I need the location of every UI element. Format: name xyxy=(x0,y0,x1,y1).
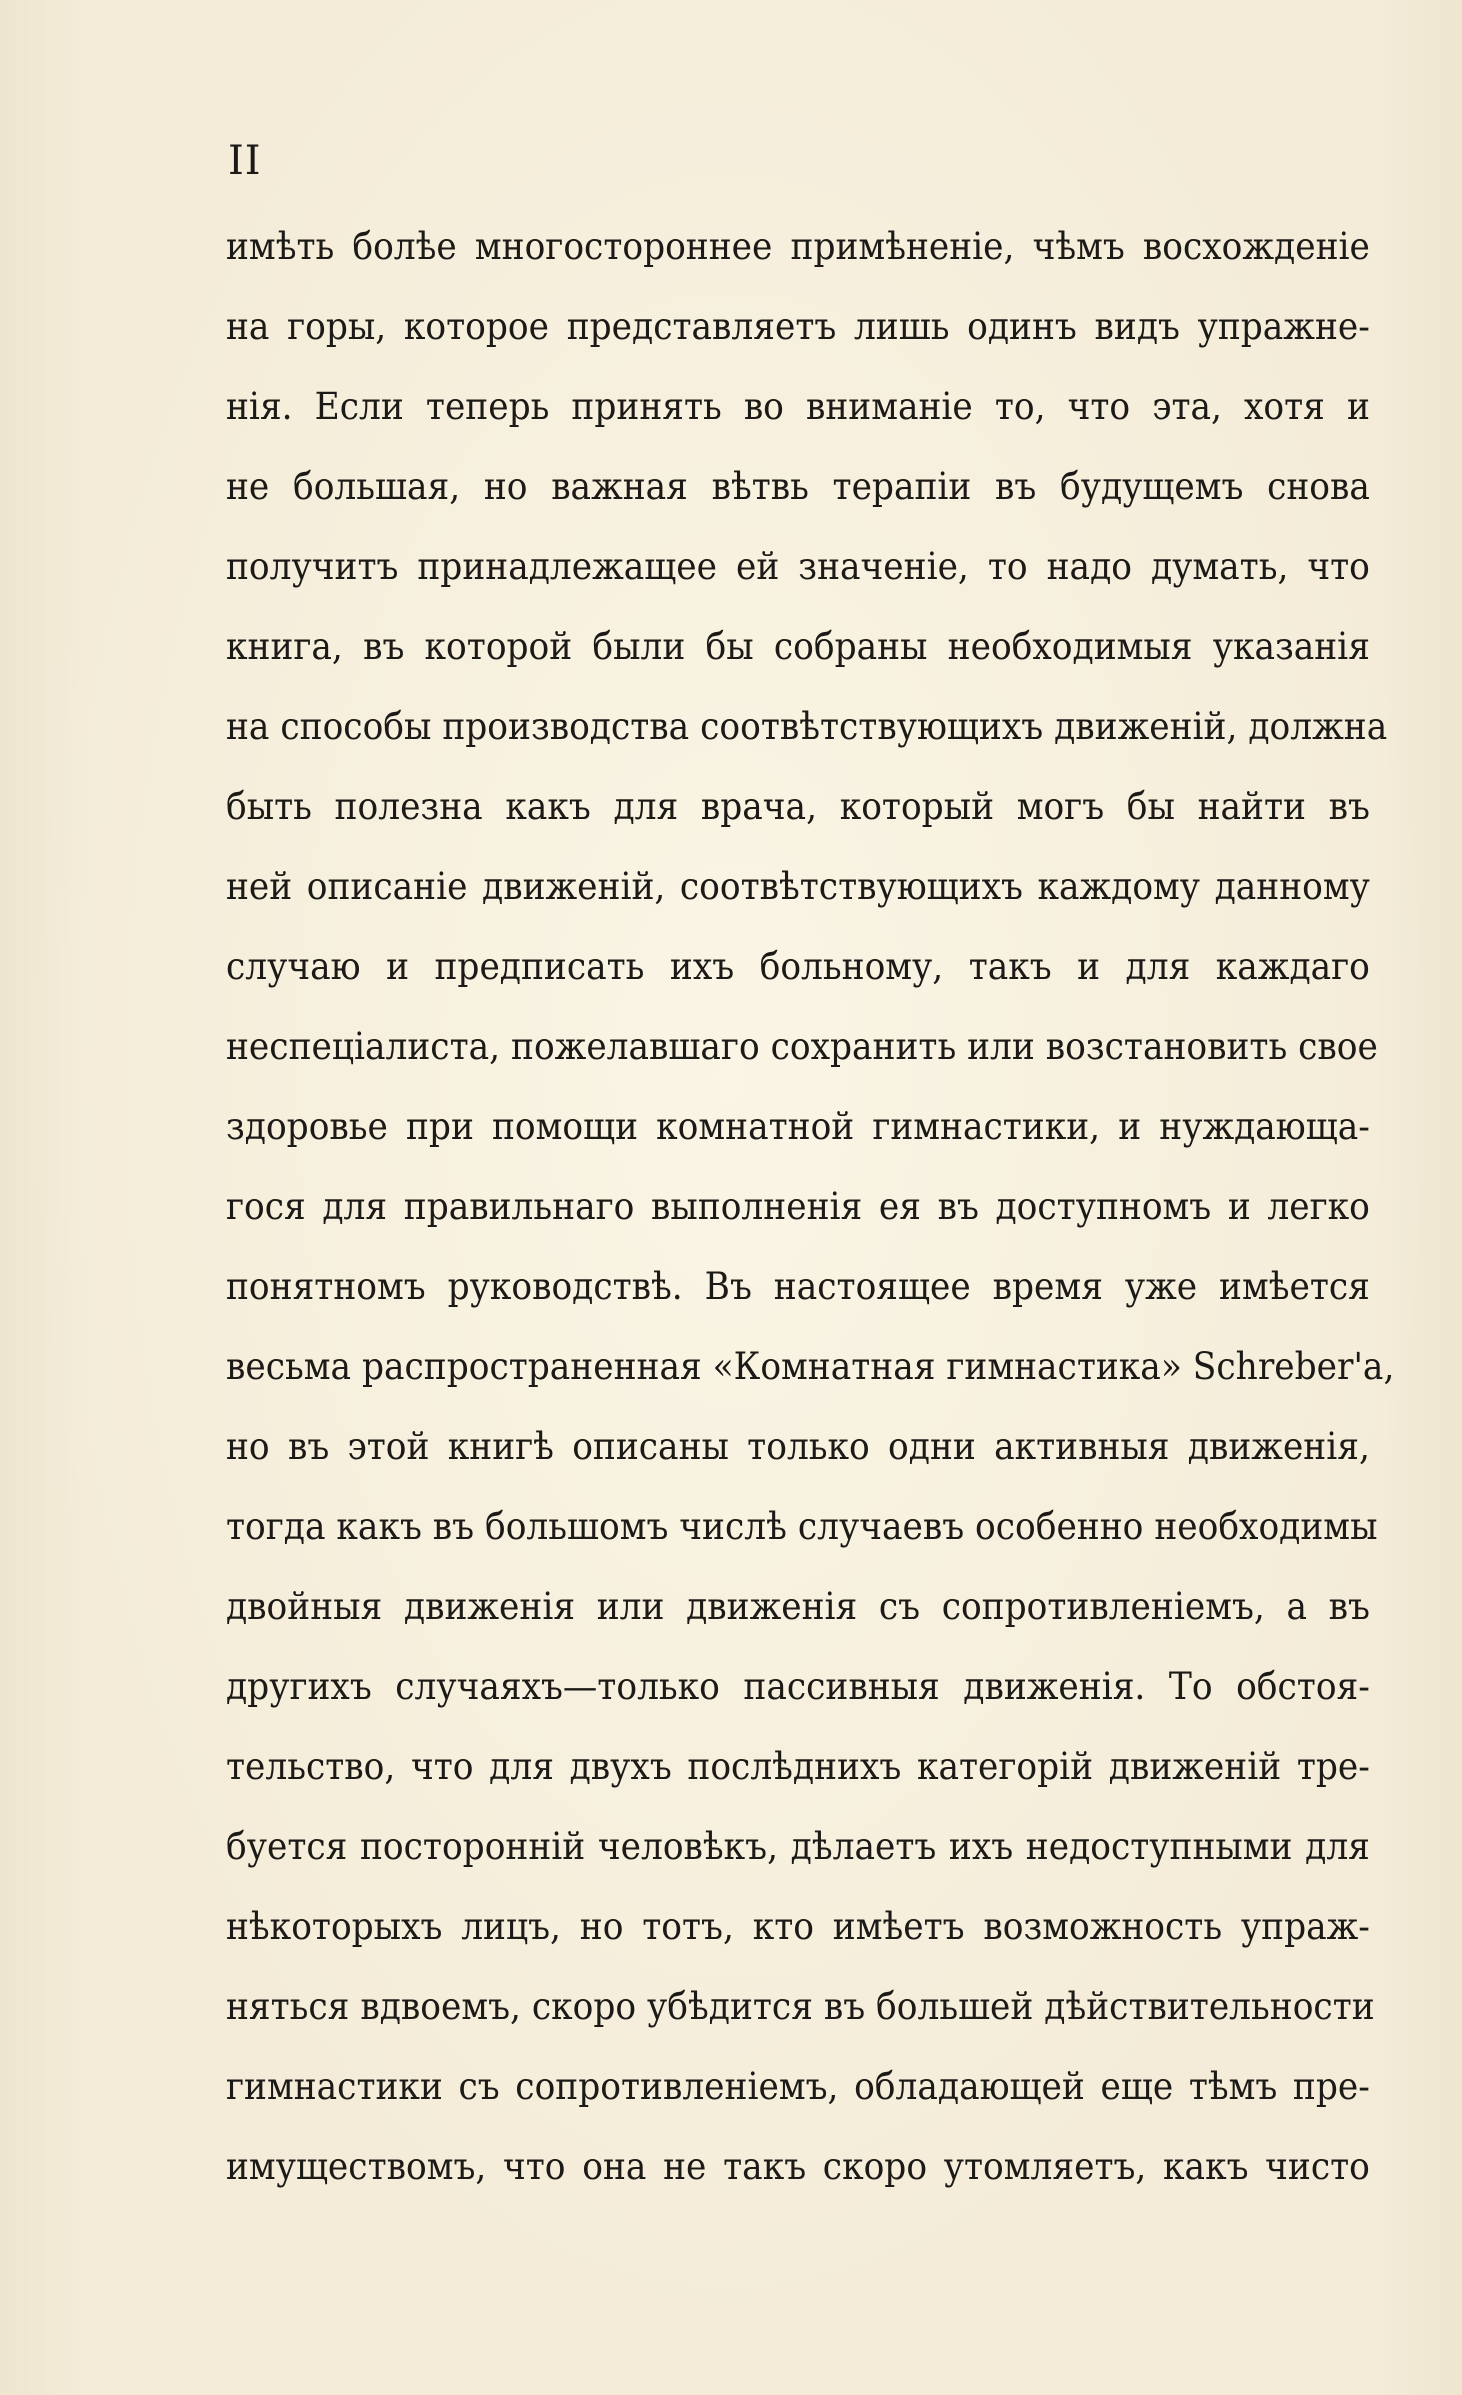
text-line: буется посторонній человѣкъ, дѣлаетъ ихъ недоступными для xyxy=(226,1825,1370,1868)
text-line: тогда какъ въ большомъ числѣ случаевъ особенно необходимы xyxy=(226,1505,1378,1548)
text-line: двойныя движенія или движенія съ сопротивленіемъ, а въ xyxy=(226,1585,1370,1628)
text-line: не большая, но важная вѣтвь терапіи въ будущемъ снова xyxy=(226,465,1370,508)
text-line: случаю и предписать ихъ больному, такъ и для каждаго xyxy=(226,945,1370,988)
body-text xyxy=(226,222,1456,2222)
text-line: нѣкоторыхъ лицъ, но тотъ, кто имѣетъ возможность упраж- xyxy=(226,1905,1370,1948)
text-line: няться вдвоемъ, скоро убѣдится въ большей дѣйствительности xyxy=(226,1985,1375,2028)
text-line: другихъ случаяхъ—только пассивныя движенія. То обстоя- xyxy=(226,1665,1370,1708)
text-line: но въ этой книгѣ описаны только одни активныя движенія, xyxy=(226,1425,1370,1468)
text-line: на горы, которое представляетъ лишь одинъ видъ упражне- xyxy=(226,305,1370,348)
text-line: быть полезна какъ для врача, который могъ бы найти въ xyxy=(226,785,1370,828)
page-number: II xyxy=(228,138,262,184)
text-line: получитъ принадлежащее ей значеніе, то надо думать, что xyxy=(226,545,1370,588)
text-line: гося для правильнаго выполненія ея въ доступномъ и легко xyxy=(226,1185,1370,1228)
text-line: весьма распространенная «Комнатная гимнастика» Schreber'а, xyxy=(226,1345,1395,1388)
text-line: имуществомъ, что она не такъ скоро утомляетъ, какъ чисто xyxy=(226,2145,1370,2188)
text-line: понятномъ руководствѣ. Въ настоящее время уже имѣется xyxy=(226,1265,1370,1308)
text-line: имѣть болѣе многостороннее примѣненіе, чѣмъ восхожденіе xyxy=(226,225,1370,268)
text-line: ней описаніе движеній, соотвѣтствующихъ каждому данному xyxy=(226,865,1370,908)
text-line: нія. Если теперь принять во вниманіе то, что эта, хотя и xyxy=(226,385,1370,428)
text-line: здоровье при помощи комнатной гимнастики, и нуждающа- xyxy=(226,1105,1370,1148)
text-line: неспеціалиста, пожелавшаго сохранить или возстановить свое xyxy=(226,1025,1378,1068)
text-line: гимнастики съ сопротивленіемъ, обладающей еще тѣмъ пре- xyxy=(226,2065,1370,2108)
text-line: на способы производства соотвѣтствующихъ движеній, должна xyxy=(226,705,1388,748)
text-line: тельство, что для двухъ послѣднихъ категорій движеній тре- xyxy=(226,1745,1370,1788)
text-line: книга, въ которой были бы собраны необходимыя указанія xyxy=(226,625,1370,668)
